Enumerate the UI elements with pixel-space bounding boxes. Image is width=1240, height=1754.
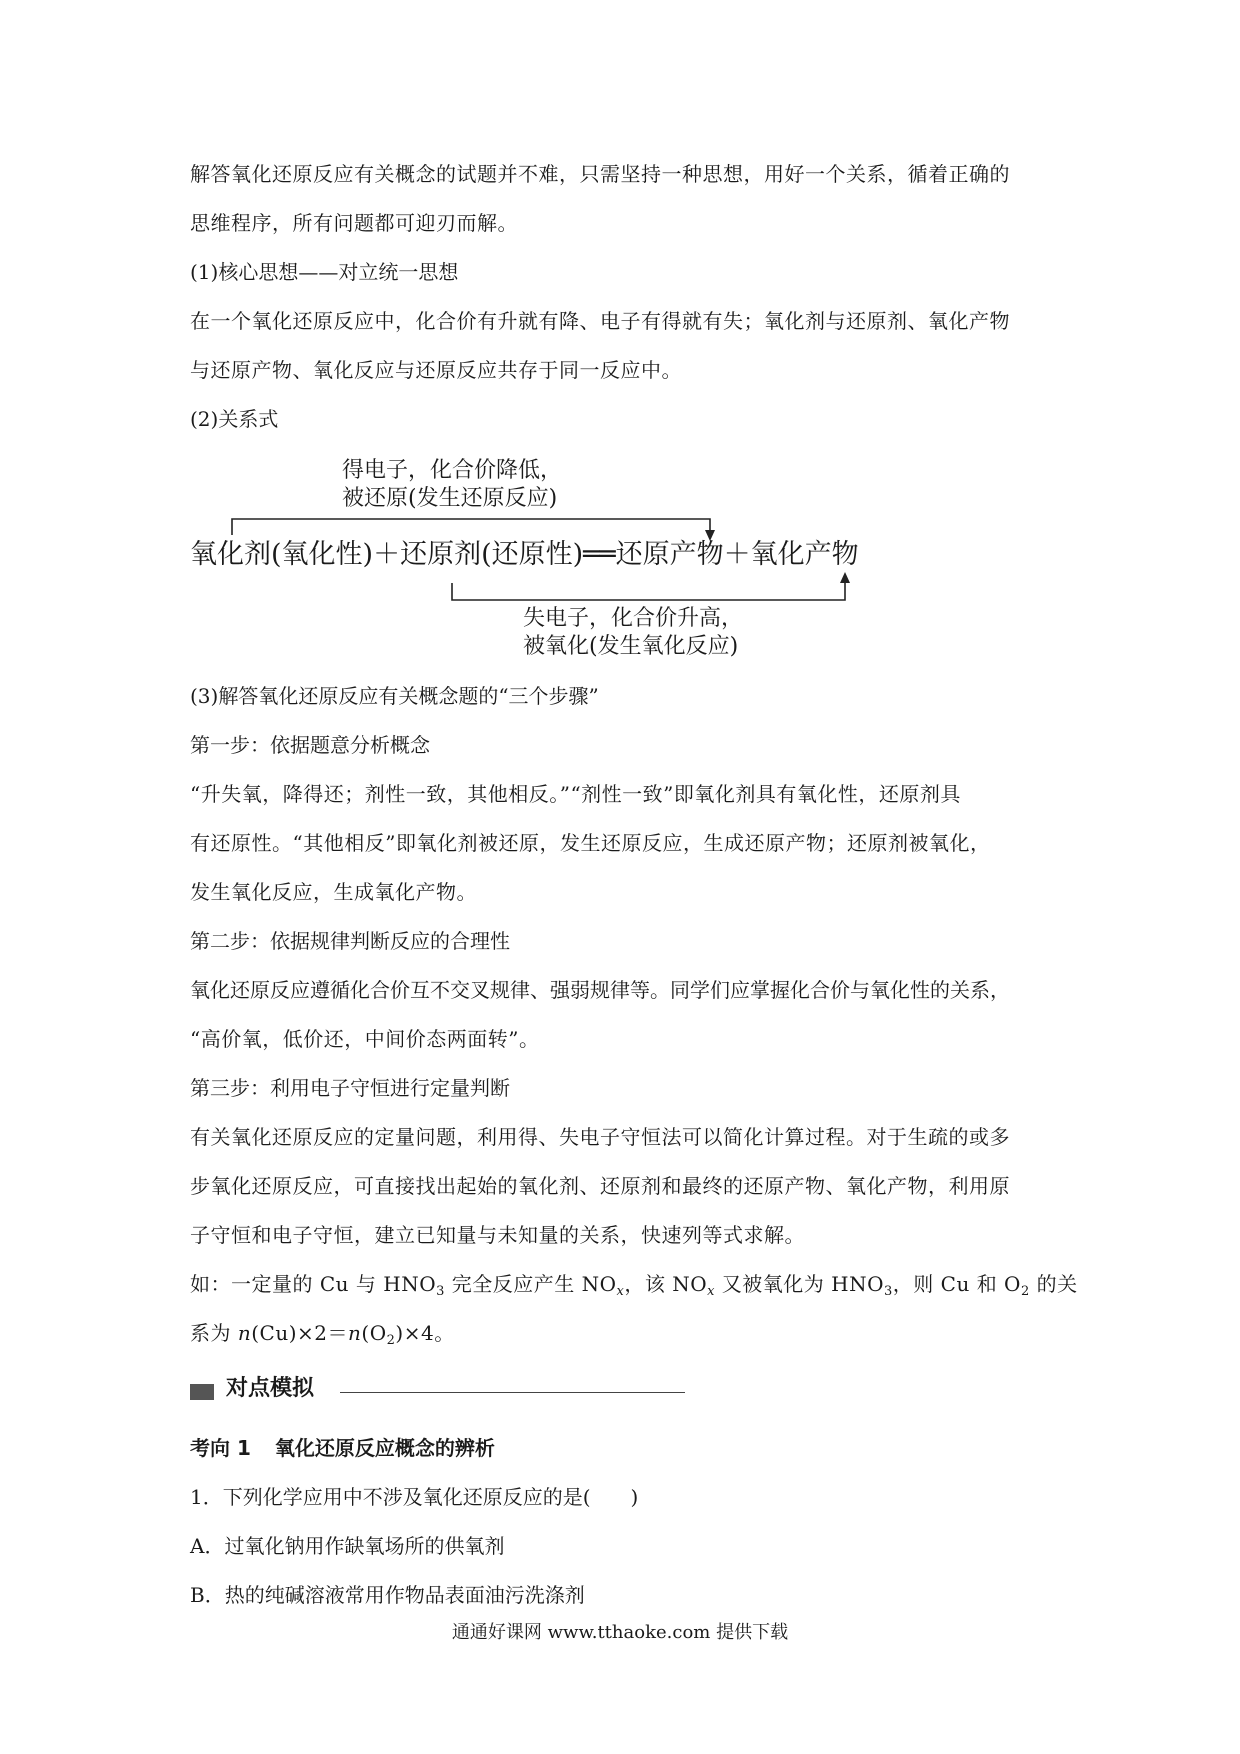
step-1-title: 第一步：依据题意分析概念 (190, 733, 430, 757)
section-1-title: (1)核心思想——对立统一思想 (190, 260, 459, 284)
step-3-line-3: 子守恒和电子守恒，建立已知量与未知量的关系，快速列等式求解。 (190, 1223, 805, 1247)
step-1-line-3: 发生氧化反应，生成氧化产物。 (190, 880, 477, 904)
footer-text: 通通好课网 www.tthaoke.com 提供下载 (451, 1622, 789, 1643)
practice-heading: 对点模拟 (226, 1376, 315, 1401)
section-1-line-2: 与还原产物、氧化反应与还原反应共存于同一反应中。 (190, 358, 682, 382)
intro-line-2: 思维程序，所有问题都可迎刃而解。 (190, 211, 518, 235)
step-2-title: 第二步：依据规律判断反应的合理性 (190, 929, 510, 953)
top-label-line-1: 得电子，化合价降低， (342, 458, 563, 483)
option-b: B．热的纯碱溶液常用作物品表面油污洗涤剂 (190, 1583, 585, 1607)
step-3-title: 第三步：利用电子守恒进行定量判断 (190, 1076, 510, 1100)
option-a: A．过氧化钠用作缺氧场所的供氧剂 (190, 1534, 505, 1558)
example-line-2: 系为 $n(Cu)\times 2=n(O_2)\times 4$。 (190, 1321, 455, 1348)
heading-rule (340, 1392, 685, 1393)
bottom-label-line-1: 失电子，化合价升高， (523, 606, 744, 631)
section-3-title: (3)解答氧化还原反应有关概念题的“三个步骤” (190, 684, 599, 708)
section-2-title: (2)关系式 (190, 407, 279, 431)
bottom-label-line-2: 被氧化(发生氧化反应) (523, 634, 739, 659)
kaoxiang-label: 考向 1 (190, 1436, 251, 1460)
step-2-line-2: “高价氧，低价还，中间价态两面转”。 (190, 1027, 540, 1051)
redox-relation-diagram (190, 455, 970, 665)
step-3-line-2: 步氧化还原反应，可直接找出起始的氧化剂、还原剂和最终的还原产物、氧化产物，利用原 (190, 1174, 1010, 1198)
step-1-line-1: “升失氧，降得还；剂性一致，其他相反。”“剂性一致”即氧化剂具有氧化性，还原剂具 (190, 782, 961, 806)
example-line-1: 如：一定量的 Cu 与 $HNO_3$ 完全反应产生 $NO_x$，该 $NO_x$ 又被氧化为 $HNO_3$，则 Cu 和 $O_2$ 的关 (190, 1272, 1078, 1299)
step-3-line-1: 有关氧化还原反应的定量问题，利用得、失电子守恒法可以简化计算过程。对于生疏的或多 (190, 1125, 1010, 1149)
question-stem: 1．下列化学应用中不涉及氧化还原反应的是( ) (190, 1485, 639, 1509)
step-1-line-2: 有还原性。“其他相反”即氧化剂被还原，发生还原反应，生成还原产物；还原剂被氧化， (190, 831, 991, 855)
intro-line-1: 解答氧化还原反应有关概念的试题并不难，只需坚持一种思想，用好一个关系，循着正确的 (190, 162, 1010, 186)
top-label-line-2: 被还原(发生还原反应) (342, 486, 558, 511)
kaoxiang-text: 氧化还原反应概念的辨析 (274, 1436, 495, 1460)
redox-equation: 氧化剂(氧化性)＋还原剂(还原性)══还原产物＋氧化产物 (190, 539, 859, 570)
step-2-line-1: 氧化还原反应遵循化合价互不交叉规律、强弱规律等。同学们应掌握化合价与氧化性的关系， (190, 978, 1010, 1002)
section-marker-icon (190, 1384, 214, 1400)
section-1-line-1: 在一个氧化还原反应中，化合价有升就有降、电子有得就有失；氧化剂与还原剂、氧化产物 (190, 309, 1010, 333)
kaoxiang-title (190, 1434, 495, 1462)
